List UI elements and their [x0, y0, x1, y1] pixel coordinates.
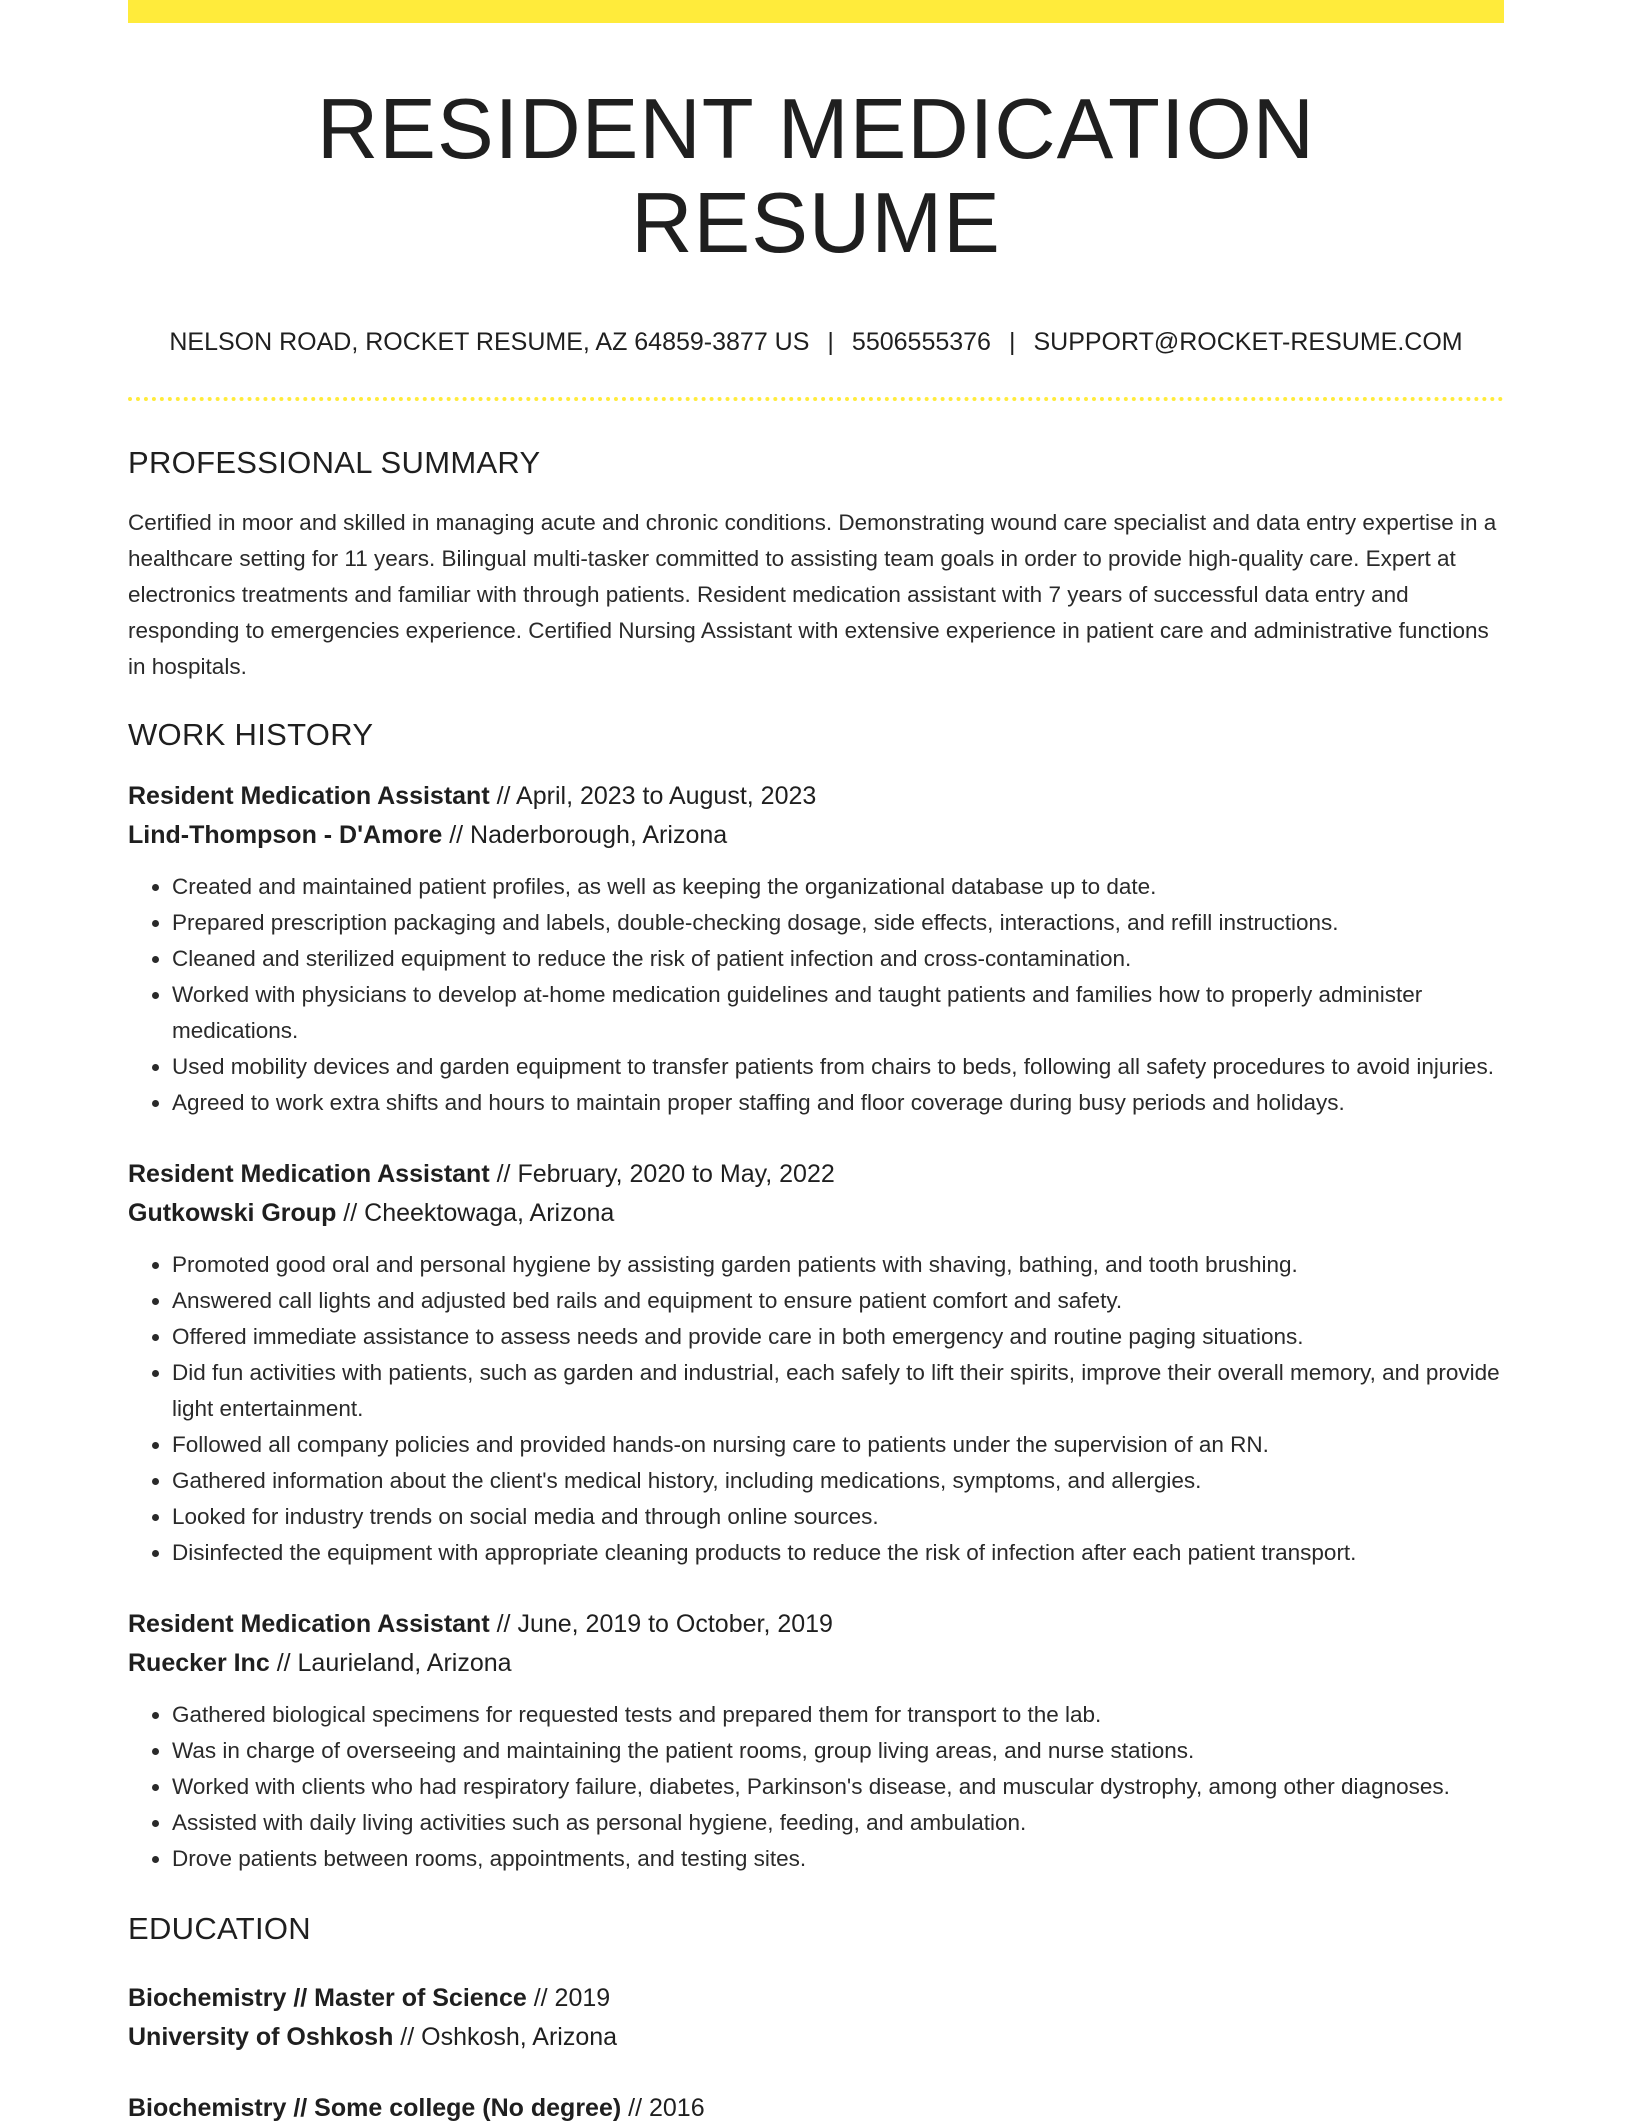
job-location: // Cheektowaga, Arizona	[336, 1199, 615, 1227]
education-entry	[128, 2089, 1504, 2128]
job-entry	[128, 1605, 1504, 1877]
list-item: • Worked with physicians to develop at-home medication guidelines and taught patients and families how to properly administer medications.	[172, 977, 1504, 1049]
list-item: • Followed all company policies and provided hands-on nursing care to patients under the supervision of an RN.	[172, 1427, 1504, 1463]
job-company: Gutkowski Group	[128, 1199, 337, 1227]
education-location: // Oshkosh, Arizona	[393, 2023, 618, 2051]
summary-heading: PROFESSIONAL SUMMARY	[128, 445, 541, 480]
list-item: • Cleaned and sterilized equipment to reduce the risk of patient infection and cross-contamination.	[172, 941, 1504, 977]
education-degree: Biochemistry // Some college (No degree)	[128, 2094, 622, 2122]
list-item: • Drove patients between rooms, appointments, and testing sites.	[172, 1841, 1504, 1877]
job-entry	[128, 777, 1504, 1121]
list-item: • Created and maintained patient profiles, as well as keeping the organizational database up to date.	[172, 869, 1504, 905]
job-title-line	[128, 1155, 1504, 1194]
list-item: • Prepared prescription packaging and labels, double-checking dosage, side effects, interactions, and refill instructions.	[172, 905, 1504, 941]
job-company: Lind-Thompson - D'Amore	[128, 821, 443, 849]
resume-title: RESIDENT MEDICATION RESUME	[316, 82, 1316, 271]
list-item: • Looked for industry trends on social media and through online sources.	[172, 1499, 1504, 1535]
education-school-line	[128, 2018, 1504, 2057]
list-item: • Gathered biological specimens for requested tests and prepared them for transport to the lab.	[172, 1697, 1504, 1733]
contact-separator: |	[827, 328, 834, 356]
list-item: • Was in charge of overseeing and maintaining the patient rooms, group living areas, and nurse stations.	[172, 1733, 1504, 1769]
job-title-line	[128, 777, 1504, 816]
list-item: • Gathered information about the client's medical history, including medications, symptoms, and allergies.	[172, 1463, 1504, 1499]
job-location: // Naderborough, Arizona	[442, 821, 728, 849]
education-year: // 2019	[526, 1984, 611, 2012]
resume-page	[128, 0, 1504, 2128]
education-year: // 2016	[621, 2094, 705, 2122]
job-dates: // June, 2019 to October, 2019	[489, 1610, 833, 1638]
education-school: University of Oshkosh	[128, 2023, 394, 2051]
job-company-line	[128, 1194, 1504, 1233]
education-degree-line	[128, 1979, 1504, 2018]
dotted-divider	[128, 397, 1504, 401]
job-title: Resident Medication Assistant	[128, 782, 490, 810]
top-accent-bar	[128, 0, 1504, 23]
education-entry	[128, 1979, 1504, 2057]
list-item: • Disinfected the equipment with appropriate cleaning products to reduce the risk of infection after each patient transport.	[172, 1535, 1504, 1571]
list-item: • Did fun activities with patients, such as garden and industrial, each safely to lift their spirits, improve their overall memory, and provide light entertainment.	[172, 1355, 1504, 1427]
job-bullets	[128, 869, 1504, 1121]
job-company: Ruecker Inc	[128, 1649, 270, 1677]
summary-text: Certified in moor and skilled in managing acute and chronic conditions. Demonstrating wound care specialist and data entry expertise in a healthcare setting for 11 years. Bilingual multi-tasker committed to assisting team goals in order to provide high-quality care. Expert at electronics treatments and familiar with through patients. Resident medication assistant with 7 years of successful data entry and responding to emergencies experience. Certified Nursing Assistant with extensive experience in patient care and administrative functions in hospitals.	[128, 510, 1497, 679]
list-item: • Assisted with daily living activities such as personal hygiene, feeding, and ambulation.	[172, 1805, 1504, 1841]
contact-separator: |	[1008, 328, 1016, 356]
job-location: // Laurieland, Arizona	[269, 1649, 512, 1677]
job-bullets	[128, 1247, 1504, 1571]
work-history-heading: WORK HISTORY	[128, 717, 374, 752]
list-item: • Worked with clients who had respiratory failure, diabetes, Parkinson's disease, and muscular dystrophy, among other diagnoses.	[172, 1769, 1504, 1805]
job-entry	[128, 1155, 1504, 1571]
list-item: • Agreed to work extra shifts and hours to maintain proper staffing and floor coverage during busy periods and holidays.	[172, 1085, 1504, 1121]
job-company-line	[128, 1644, 1504, 1683]
job-bullets	[128, 1697, 1504, 1877]
contact-address: NELSON ROAD, ROCKET RESUME, AZ 64859-3877 US	[169, 328, 810, 356]
contact-phone: 5506555376	[851, 328, 991, 356]
job-dates: // April, 2023 to August, 2023	[489, 782, 817, 810]
education-degree-line	[128, 2089, 1504, 2128]
list-item: • Offered immediate assistance to assess needs and provide care in both emergency and routine paging situations.	[172, 1319, 1504, 1355]
education-degree: Biochemistry // Master of Science	[128, 1984, 527, 2012]
list-item: • Used mobility devices and garden equipment to transfer patients from chairs to beds, following all safety procedures to avoid injuries.	[172, 1049, 1504, 1085]
list-item: • Promoted good oral and personal hygiene by assisting garden patients with shaving, bathing, and tooth brushing.	[172, 1247, 1504, 1283]
contact-email: SUPPORT@ROCKET-RESUME.COM	[1033, 328, 1463, 356]
job-dates: // February, 2020 to May, 2022	[489, 1160, 835, 1188]
job-title: Resident Medication Assistant	[128, 1610, 490, 1638]
job-title: Resident Medication Assistant	[128, 1160, 490, 1188]
job-company-line	[128, 816, 1504, 855]
education-heading: EDUCATION	[128, 1911, 311, 1946]
contact-line	[128, 328, 1504, 357]
list-item: • Answered call lights and adjusted bed rails and equipment to ensure patient comfort and safety.	[172, 1283, 1504, 1319]
job-title-line	[128, 1605, 1504, 1644]
